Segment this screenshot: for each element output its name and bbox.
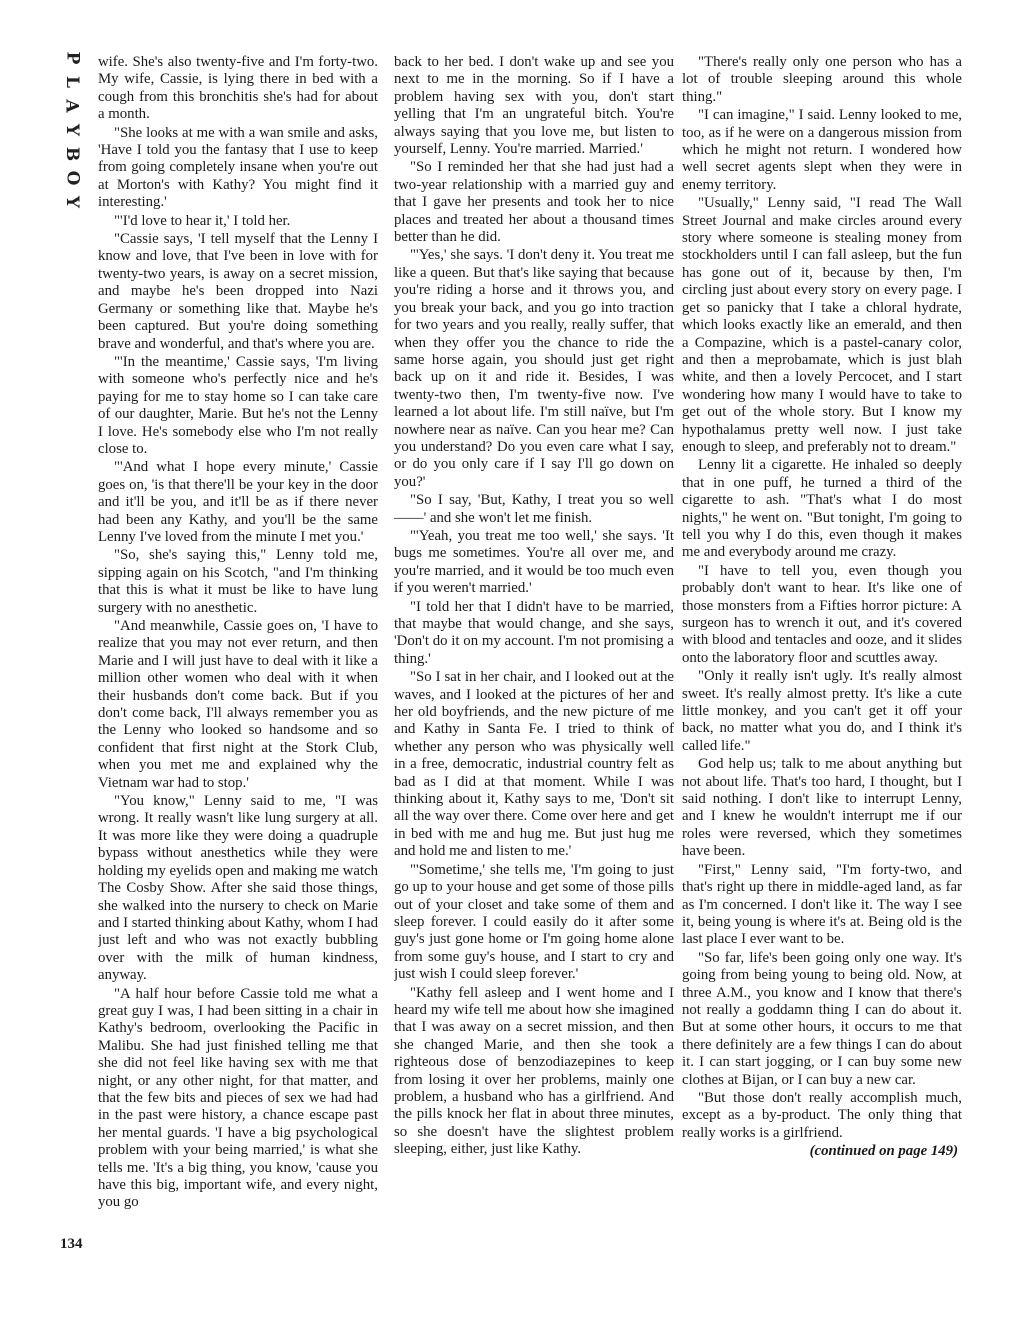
paragraph: "'I'd love to hear it,' I told her. <box>114 212 291 229</box>
logo-letter: Y <box>61 123 82 137</box>
paragraph: Lenny lit a cigarette. He inhaled so deeply that in one puff, he turned a third of the cigarette to ash. "That's what I do most nights," he went on. "But tonight, I'm going to tell you why I do this, even though it makes me and everybody around me crazy. <box>682 457 962 561</box>
paragraph: "But those don't really accomplish much, except as a by-product. The only thing that really works is a girlfriend. <box>682 1089 962 1141</box>
paragraph: "So I say, 'But, Kathy, I treat you so well——' and she won't let me finish. <box>394 492 674 526</box>
paragraph: "Only it really isn't ugly. It's really almost sweet. It's really almost pretty. It's like a cute little monkey, and you can't get it off your back, no matter what you do, and I think it's called life." <box>682 668 962 754</box>
logo-letter: B <box>62 146 82 162</box>
paragraph: back to her bed. I don't wake up and see you next to me in the morning. So if I have a problem having sex with you, don't start yelling that I'm an ungrateful bitch. You're always saying that you love me, but listen to yourself, Lenny. You're married. Married.' <box>394 54 674 158</box>
paragraph: wife. She's also twenty-five and I'm forty-two. My wife, Cassie, is lying there in bed with a cough from this bronchitis she's had for about a month. <box>98 54 378 123</box>
text-column-1 <box>98 54 378 1264</box>
paragraph: "'In the meantime,' Cassie says, 'I'm living with someone who's perfectly nice and he's paying for me to stay home so I can take care of our daughter, Marie. But he's not the Lenny I love. He's somebody else who I'm not really close to. <box>98 353 378 457</box>
paragraph: "She looks at me with a wan smile and asks, 'Have I told you the fantasy that I use to keep from going completely insane when you're out at Morton's with Kathy? You might find it interesting.' <box>98 124 378 211</box>
paragraph: "Usually," Lenny said, "I read The Wall Street Journal and make circles around every story where someone is stealing money from stockholders until I can fall asleep, but the fun has gone out of it, because by then, I'm circling just about every story on every page. I get so panicky that I take a chloral hydrate, which looks exactly like an emerald, and then a Compazine, which is a pastel-canary color, and then a meprobamate, which is just blah white, and then a lovely Percocet, and I start wondering how many I would have to take to get out of the whole story. But I know my hypothalamus pretty well now. I just take enough to sleep, and preferably not to dream." <box>682 195 962 455</box>
paragraph: "A half hour before Cassie told me what a great guy I was, I had been sitting in a chair in Kathy's bedroom, overlooking the Pacific in Malibu. She had just finished telling me that she did not feel like having sex with me that night, or any other night, for that matter, and that the few bits and pieces of sex we had had in the past were history, a chance escape past her mental guards. 'I have a big psychological problem with your being married,' is what she tells me. 'It's a big thing, you know, 'cause you have this big, important wife, and every night, you go <box>98 985 378 1211</box>
logo-letter: L <box>61 76 82 88</box>
paragraph: "'Yes,' she says. 'I don't deny it. You treat me like a queen. But that's like saying that because you're riding a horse and it throws you, and you break your back, and you go into traction for two years and you really, really suffer, that when they offer you the chance to ride the same horse again, you should just get right back up on it and ride it. Besides, I was twenty-two then, I'm twenty-five now. I've learned a lot about life. I'm still naïve, but I'm nowhere near as naïve. Can you hear me? Can you understand? Do you even care what I say, or do you only care if I say I'll go down on you?' <box>394 247 674 490</box>
paragraph: "There's really only one person who has a lot of trouble sleeping around this whole thing." <box>682 54 962 105</box>
paragraph: "So, she's saying this," Lenny told me, sipping again on his Scotch, "and I'm thinking that this is what it must be like to have lung surgery with no anesthetic. <box>98 547 378 616</box>
paragraph: "So far, life's been going only one way. It's going from being young to being old. Now, at three A.M., you know and I know that there's not really a goddamn thing I can do about it. But at some other hours, it occurs to me that there definitely are a few things I can do about it. I can start jogging, or I can buy some new clothes at Bijan, or I can buy a new car. <box>682 949 962 1088</box>
paragraph: "I have to tell you, even though you probably don't want to hear. It's like one of those monsters from a Fifties horror picture: A surgeon has to wrench it out, and it's covered with blood and tentacles and ooze, and it slides onto the laboratory floor and scuttles away. <box>682 562 962 666</box>
paragraph: "You know," Lenny said to me, "I was wrong. It really wasn't like lung surgery at all. It was more like they were doing a quadruple bypass without anesthetics while they were holding my eyelids open and making me watch The Cosby Show. After she said those things, she walked into the nursery to check on Marie and I started thinking about Kathy, whom I had just left and who was not exactly bubbling over with the milk of human kindness, anyway. <box>98 793 378 984</box>
page-number: 134 <box>60 1236 83 1252</box>
text-column-3 <box>682 54 962 1264</box>
paragraph: "I can imagine," I said. Lenny looked to me, too, as if he were on a dangerous mission from which he might not return. I wondered how well secret agents slept when they were in enemy territory. <box>682 107 962 193</box>
paragraph: "And meanwhile, Cassie goes on, 'I have to realize that you may not ever return, and then Marie and I will just have to deal with it like a million other women who deal with it when their husbands don't come back. But if you don't come back, I'll always remember you as the Lenny who looked so handsome and so confident that first night at the Stork Club, when you met me and explained why the Vietnam war had to stop.' <box>98 618 378 791</box>
text-column-2 <box>394 54 674 1264</box>
paragraph: "'Sometime,' she tells me, 'I'm going to just go up to your house and get some of those pills out of your closet and take some of them and sleep forever. I could easily do it after some guy's just gone home or I'm going home alone from some guy's house, and I start to cry and just wish I could sleep forever.' <box>394 861 674 983</box>
continued-note: (continued on page 149) <box>809 1143 958 1160</box>
paragraph: "First," Lenny said, "I'm forty-two, and that's right up there in middle-aged land, as far as I'm concerned. I don't like it. The way I see it, being young is where it's at. Being old is the last place I ever want to be. <box>682 861 962 948</box>
paragraph: "'And what I hope every minute,' Cassie goes on, 'is that there'll be your key in the door and it'll be you, and it'll be as if there never had been any Kathy, and you'll be the same Lenny I've loved from the minute I met you.' <box>98 459 378 545</box>
paragraph: God help us; talk to me about anything but not about life. That's too hard, I thought, but I said nothing. I don't like to interrupt Lenny, and I knew he wouldn't interrupt me if our roles were reversed, which they sometimes have been. <box>682 756 962 860</box>
paragraph: "So I reminded her that she had just had a two-year relationship with a married guy and that I gave her presents and took her to nice places and treated her about a thousand times better than he did. <box>394 159 674 246</box>
paragraph: "'Yeah, you treat me too well,' she says. 'It bugs me sometimes. You're all over me, and you're married, and it would be too much even if you weren't married.' <box>394 527 674 597</box>
logo-letter: Y <box>61 195 82 209</box>
paragraph: "I told her that I didn't have to be married, that maybe that would change, and she says, 'Don't do it on my account. I'm not promising a thing.' <box>394 598 674 667</box>
logo-letter: O <box>62 170 82 186</box>
paragraph: "Cassie says, 'I tell myself that the Lenny I know and love, that I've been in love with for twenty-two years, is away on a secret mission, and maybe he's been dropped into Nazi Germany or something like that. Maybe he's been captured. But you're doing something brave and wonderful, and that's where you are. <box>98 231 378 352</box>
magazine-logo-vertical <box>62 46 82 214</box>
paragraph: "Kathy fell asleep and I went home and I heard my wife tell me about how she imagined that I was away on a secret mission, and then she changed Marie, and then she took a righteous dose of benzodiazepines to keep from losing it over her problems, mainly one problem, a husband who has a girlfriend. And the pills knock her flat in about three minutes, so she doesn't have the slightest problem sleeping, either, just like Kathy. <box>394 984 674 1158</box>
logo-letter: A <box>61 99 82 113</box>
logo-letter: P <box>61 51 82 65</box>
paragraph: "So I sat in her chair, and I looked out at the waves, and I looked at the pictures of her and her old boyfriends, and the new picture of me and Kathy in Santa Fe. I tried to think of whether any person who was physically well in a free, democratic, industrial country felt as bad as I did at that moment. While I was thinking about it, Kathy says to me, 'Don't sit all the way over there. Come over here and get in bed with me and hug me. But just hug me and hold me and listen to me.' <box>394 669 674 860</box>
